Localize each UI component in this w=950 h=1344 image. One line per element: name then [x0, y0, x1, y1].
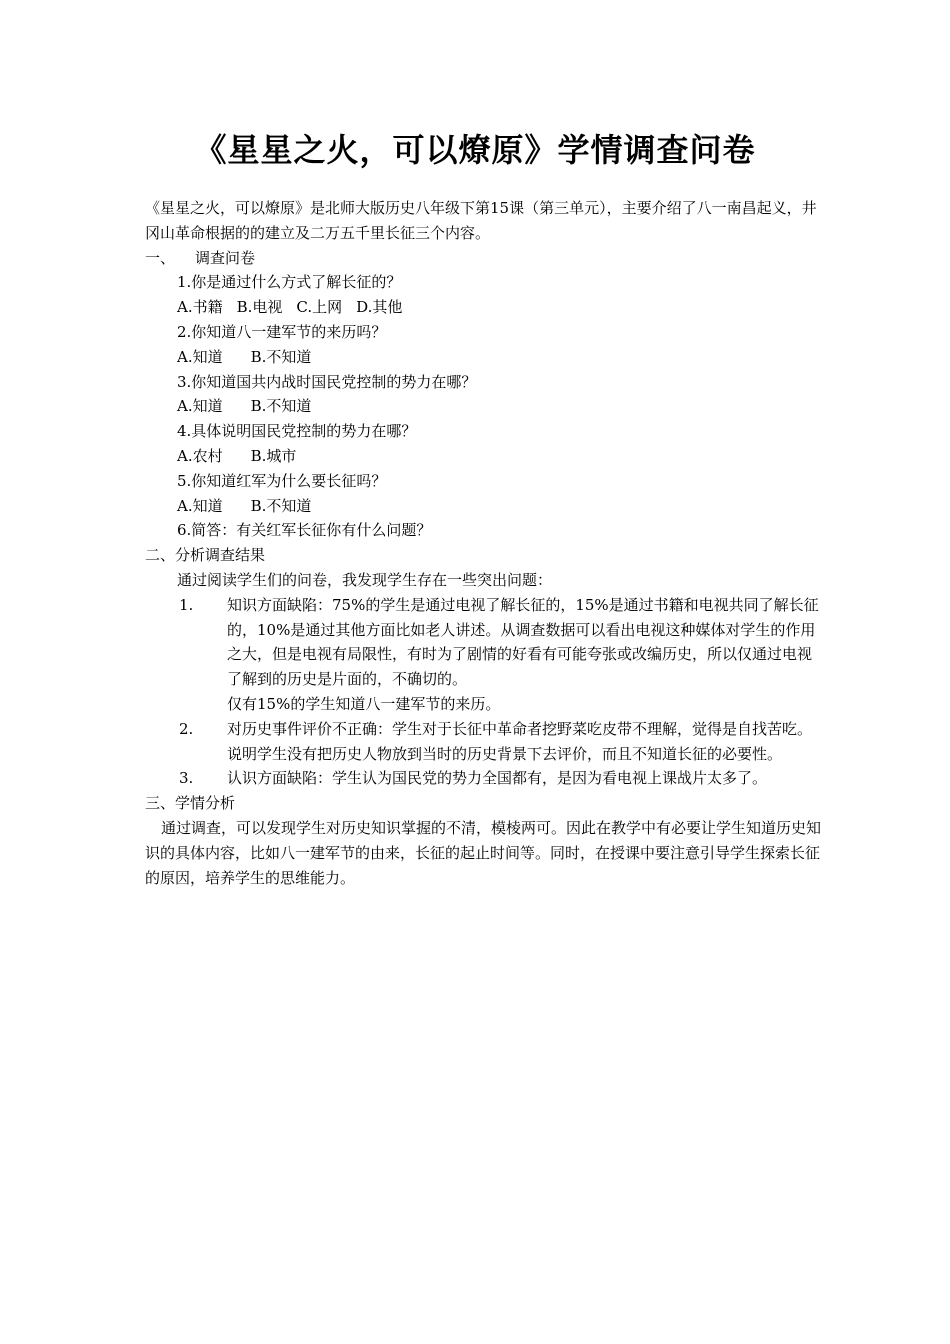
- option: B.不知道: [250, 496, 312, 515]
- question-5-options: [145, 494, 825, 519]
- finding-text: 对历史事件评价不正确：学生对于长征中革命者挖野菜吃皮带不理解，觉得是自找苦吃。说明学生没有把历史人物放到当时的历史背景下去评价，而且不知道长征的必要性。: [227, 719, 813, 763]
- question-1: 1.你是通过什么方式了解长征的？: [177, 273, 402, 292]
- question-3: 3.你知道国共内战时国民党控制的势力在哪？: [177, 372, 477, 391]
- option: A.知道: [177, 397, 223, 416]
- question-1-options: [145, 295, 825, 320]
- question-4-options: [145, 444, 825, 469]
- section-1-title: 调查问卷: [195, 248, 256, 267]
- section-2-heading: 二、分析调查结果: [145, 546, 266, 565]
- finding-number: 2.: [179, 719, 194, 738]
- option: B.电视: [236, 298, 283, 317]
- option: B.城市: [250, 446, 297, 465]
- question-2: 2.你知道八一建军节的来历吗？: [177, 322, 387, 341]
- question-2-options: [145, 345, 825, 370]
- section-1-number: 一、: [145, 248, 176, 267]
- finding-item: [145, 717, 825, 767]
- option: B.不知道: [250, 347, 312, 366]
- finding-body: 知识方面缺陷：75%的学生是通过电视了解长征的，15%是通过书籍和电视共同了解长征的，10%是通过其他方面比如老人讲述。从调查数据可以看出电视这种媒体对学生的作用之大，但是电视有局限性，有时为了剧情的好看有可能夸张或改编历史，所以仅通过电视了解到的历史是片面的，不确切的。: [227, 595, 819, 689]
- section-3-heading: 三、学情分析: [145, 794, 236, 813]
- finding-text: [227, 593, 825, 717]
- finding-item: [145, 593, 825, 717]
- option: B.不知道: [250, 397, 312, 416]
- intro-paragraph: 《星星之火，可以燎原》是北师大版历史八年级下第15课（第三单元），主要介绍了八一南昌起义，井冈山革命根据的的建立及二万五千里长征三个内容。: [145, 199, 817, 242]
- option: D.其他: [356, 298, 403, 317]
- document-title: 《星星之火，可以燎原》学情调查问卷: [194, 131, 756, 169]
- finding-number: 1.: [179, 595, 194, 614]
- section-2-lead: 通过阅读学生们的问卷，我发现学生存在一些突出问题：: [177, 570, 553, 589]
- question-5: 5.你知道红军为什么要长征吗？: [177, 471, 387, 490]
- option: A.书籍: [177, 298, 223, 317]
- document-body: [145, 196, 825, 890]
- question-3-options: [145, 394, 825, 419]
- section-1-heading: [145, 246, 825, 271]
- option: A.知道: [177, 347, 223, 366]
- question-6: 6.简答：有关红军长征你有什么问题？: [177, 521, 432, 540]
- section-3-paragraph: 通过调查，可以发现学生对历史知识掌握的不清，模棱两可。因此在教学中有必要让学生知道历史知识的具体内容，比如八一建军节的由来，长征的起止时间等。同时，在授课中要注意引导学生探索长征的原因，培养学生的思维能力。: [145, 818, 822, 887]
- option: C.上网: [296, 298, 343, 317]
- finding-number: 3.: [179, 769, 194, 788]
- option: A.知道: [177, 496, 223, 515]
- finding-item: [145, 766, 825, 791]
- finding-text: 认识方面缺陷：学生认为国民党的势力全国都有，是因为看电视上课战片太多了。: [227, 769, 768, 788]
- question-4: 4.具体说明国民党控制的势力在哪？: [177, 422, 417, 441]
- option: A.农村: [177, 446, 223, 465]
- finding-extra: 仅有15%的学生知道八一建军节的来历。: [227, 694, 501, 713]
